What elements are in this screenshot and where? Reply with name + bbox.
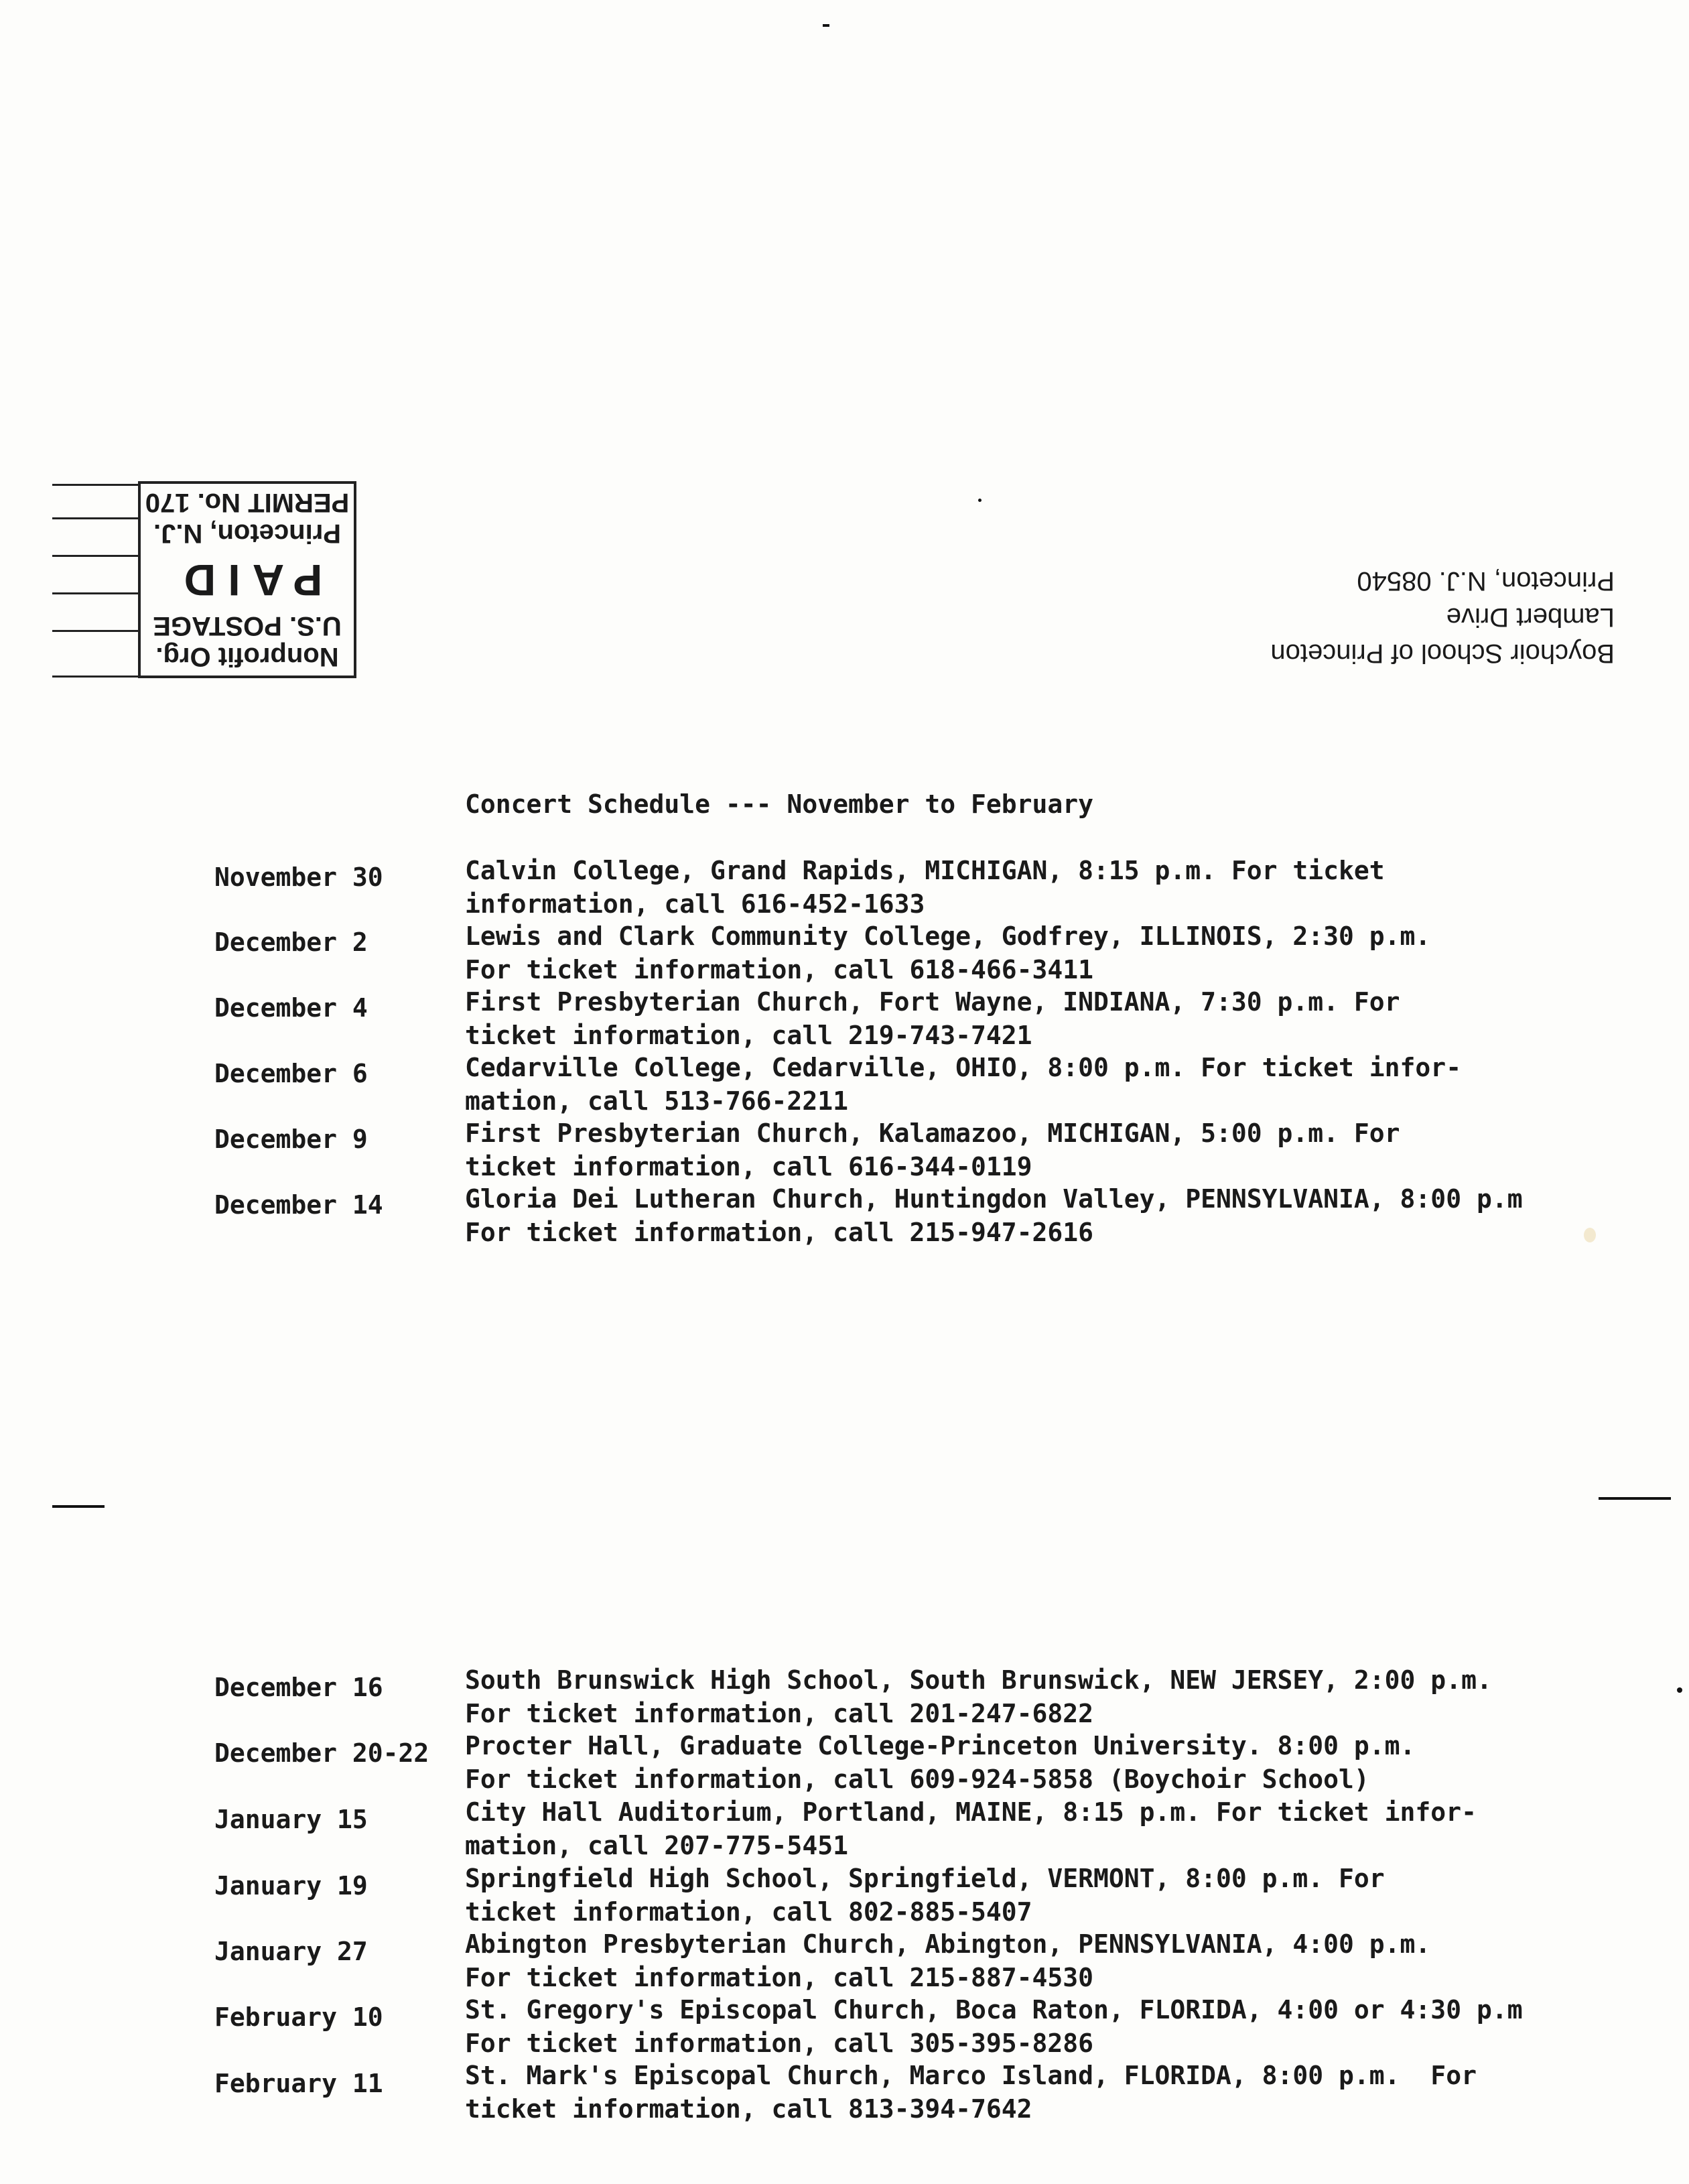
indicia-line2: U.S. POSTAGE (153, 611, 342, 641)
entry-date: January 27 (214, 1937, 368, 1966)
entry-description (465, 1116, 1400, 1183)
entry-line: mation, call 207-775-5451 (465, 1831, 848, 1860)
schedule-title: Concert Schedule --- November to February (465, 789, 1093, 819)
entry-line: For ticket information, call 305-395-8286 (465, 2029, 1093, 2058)
entry-line: mation, call 513-766-2211 (465, 1086, 848, 1116)
entry-line: Cedarville College, Cedarville, OHIO, 8:00 p.m. For ticket infor- (465, 1053, 1462, 1082)
entry-line: For ticket information, call 215-947-2616 (465, 1218, 1093, 1247)
return-address-line2: Lambert Drive (1446, 602, 1615, 632)
entry-date: January 19 (214, 1871, 368, 1901)
entry-line: First Presbyterian Church, Kalamazoo, MICHIGAN, 5:00 p.m. For (465, 1118, 1400, 1148)
entry-date: January 15 (214, 1805, 368, 1834)
entry-date: December 20-22 (214, 1738, 429, 1768)
entry-description (465, 854, 1385, 921)
entry-line: For ticket information, call 215-887-4530 (465, 1963, 1093, 1992)
speck (1677, 1687, 1682, 1693)
entry-description (465, 1663, 1492, 1730)
fold-mark-left (52, 1505, 105, 1508)
entry-date: December 14 (214, 1190, 383, 1220)
postage-indicia (138, 481, 356, 678)
entry-line: information, call 616-452-1633 (465, 889, 925, 919)
indicia-line1: Nonprofit Org. (155, 641, 339, 671)
entry-line: St. Mark's Episcopal Church, Marco Island, FLORIDA, 8:00 p.m. For (465, 2061, 1477, 2090)
entry-date: December 2 (214, 927, 368, 957)
entry-line: Calvin College, Grand Rapids, MICHIGAN, 8:15 p.m. For ticket (465, 856, 1385, 885)
entry-line: First Presbyterian Church, Fort Wayne, INDIANA, 7:30 p.m. For (465, 987, 1400, 1017)
indicia-paid: PAID (172, 555, 323, 605)
entry-date: December 4 (214, 993, 368, 1023)
entry-description (465, 1862, 1385, 1929)
entry-description (465, 985, 1400, 1052)
entry-line: ticket information, call 802-885-5407 (465, 1897, 1032, 1927)
entry-line: ticket information, call 616-344-0119 (465, 1152, 1032, 1181)
entry-date: February 10 (214, 2002, 383, 2032)
entry-line: St. Gregory's Episcopal Church, Boca Raton, FLORIDA, 4:00 or 4:30 p.m (465, 1995, 1523, 2025)
entry-line: Lewis and Clark Community College, Godfrey, ILLINOIS, 2:30 p.m. (465, 921, 1431, 951)
entry-description (465, 2059, 1477, 2126)
speck (823, 24, 829, 27)
entry-date: December 9 (214, 1125, 368, 1154)
entry-line: ticket information, call 219-743-7421 (465, 1021, 1032, 1050)
entry-description (465, 1993, 1523, 2060)
entry-line: South Brunswick High School, South Brunswick, NEW JERSEY, 2:00 p.m. (465, 1665, 1492, 1695)
entry-line: Springfield High School, Springfield, VERMONT, 8:00 p.m. For (465, 1864, 1385, 1893)
return-address (1199, 558, 1615, 671)
entry-line: Procter Hall, Graduate College-Princeton University. 8:00 p.m. (465, 1731, 1416, 1760)
entry-line: ticket information, call 813-394-7642 (465, 2094, 1032, 2124)
entry-description (465, 919, 1430, 986)
entry-line: Gloria Dei Lutheran Church, Huntingdon Valley, PENNSYLVANIA, 8:00 p.m (465, 1184, 1523, 1214)
entry-description (465, 1051, 1461, 1118)
entry-line: For ticket information, call 201-247-6822 (465, 1699, 1093, 1728)
entry-description (465, 1182, 1523, 1249)
entry-date: December 16 (214, 1673, 383, 1702)
entry-line: Abington Presbyterian Church, Abington, PENNSYLVANIA, 4:00 p.m. (465, 1929, 1431, 1959)
return-address-line1: Boychoir School of Princeton (1270, 639, 1615, 668)
entry-date: February 11 (214, 2069, 383, 2098)
return-address-line3: Princeton, N.J. 08540 (1357, 566, 1615, 596)
speck (978, 499, 982, 502)
entry-line: For ticket information, call 618-466-3411 (465, 955, 1093, 984)
indicia-stripes (52, 481, 139, 681)
entry-date: November 30 (214, 862, 383, 892)
entry-description (465, 1927, 1430, 1994)
entry-line: For ticket information, call 609-924-5858 (Boychoir School) (465, 1764, 1369, 1794)
entry-description (465, 1729, 1415, 1796)
entry-date: December 6 (214, 1059, 368, 1088)
entry-description (465, 1795, 1477, 1862)
stain (1584, 1228, 1596, 1242)
fold-mark-right (1599, 1497, 1671, 1500)
entry-line: City Hall Auditorium, Portland, MAINE, 8:15 p.m. For ticket infor- (465, 1797, 1477, 1827)
indicia-line5: PERMIT No. 170 (145, 488, 350, 518)
indicia-line4: Princeton, N.J. (153, 519, 342, 549)
